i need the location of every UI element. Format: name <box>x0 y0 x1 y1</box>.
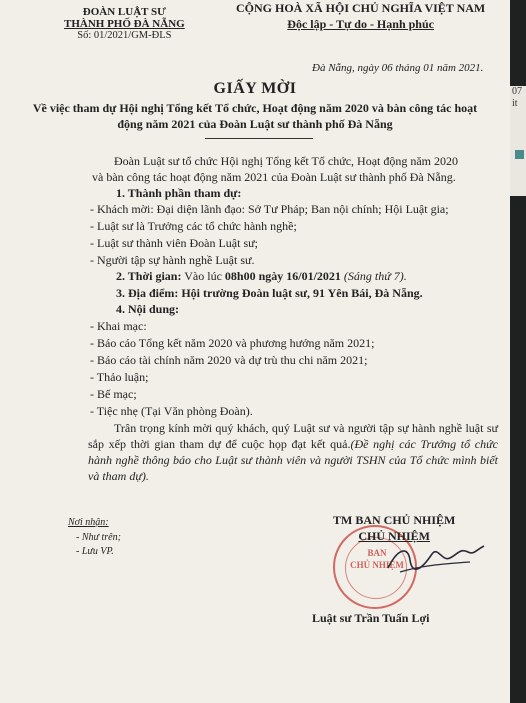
title-underline <box>205 138 313 139</box>
recipient-item: - Như trên; <box>76 532 121 543</box>
section-attendees-heading: 1. Thành phần tham dự: <box>116 186 242 200</box>
handwritten-signature <box>380 528 490 583</box>
seal-text-line2: CHỦ NHIỆM <box>350 560 404 570</box>
org-name-line2: THÀNH PHỐ ĐÀ NẴNG <box>64 18 185 30</box>
attendee-item: - Luật sư là Trưởng các tổ chức hành nghề; <box>90 219 297 233</box>
section-time <box>116 268 407 284</box>
document-title: GIẤY MỜI <box>213 80 297 97</box>
closing-text: Trân trọng kính mời quý khách, quý Luật sư và người tập sự hành nghề luật sư sắp xếp thời gian tham dự để cuộc họp đạt kết quả. <box>88 421 498 451</box>
time-note: (Sáng thứ 7). <box>340 269 407 283</box>
agenda-item: - Báo cáo tài chính năm 2020 và dự trù thu chi năm 2021; <box>90 353 368 367</box>
recipients-heading: Nơi nhận: <box>68 517 109 528</box>
time-value: 08h00 ngày 16/01/2021 <box>224 269 341 283</box>
adjacent-page-fragment: 07 it <box>510 86 526 196</box>
seal-text-line1: BAN <box>367 548 387 558</box>
agenda-item: - Thảo luận; <box>90 370 149 384</box>
agenda-item: - Báo cáo Tổng kết năm 2020 và phương hướng năm 2021; <box>90 336 375 350</box>
issue-date: Đà Nẵng, ngày 06 tháng 01 năm 2021. <box>312 62 484 74</box>
org-name-line1: ĐOÀN LUẬT SƯ <box>82 6 166 18</box>
agenda-item: - Tiệc nhẹ (Tại Văn phòng Đoàn). <box>90 404 253 418</box>
time-prefix: Vào lúc <box>181 269 225 283</box>
closing-paragraph <box>88 420 498 484</box>
venue-label: 3. Địa điểm: <box>116 286 179 300</box>
time-label: 2. Thời gian: <box>116 269 182 283</box>
venue-value: Hội trường Đoàn luật sư, 91 Yên Bái, Đà Nẵng. <box>178 286 423 300</box>
attendee-item: - Luật sư thành viên Đoàn Luật sư; <box>90 236 258 250</box>
recipient-item: - Lưu VP. <box>76 546 114 557</box>
agenda-item: - Khai mạc: <box>90 319 147 333</box>
section-venue <box>116 285 423 301</box>
intro-line-2: và bàn công tác hoạt động năm 2021 của Đoàn Luật sư thành phố Đà Nẵng. <box>92 170 456 184</box>
section-agenda-heading: 4. Nội dung: <box>116 302 180 316</box>
closing-note: (Đề nghị các Trưởng tổ chức hành nghề thông báo cho Luật sư thành viên và người TSHN của Tổ chức mình biết và tham dự). <box>88 437 498 483</box>
signature-title-line1: TM BAN CHỦ NHIỆM <box>333 513 456 527</box>
signature-title-line2: CHỦ NHIỆM <box>358 529 430 543</box>
attendee-item: - Người tập sự hành nghề Luật sư. <box>90 253 255 267</box>
intro-line-1: Đoàn Luật sư tổ chức Hội nghị Tổng kết Tổ chức, Hoạt động năm 2020 <box>114 154 459 168</box>
agenda-item: - Bế mạc; <box>90 387 137 401</box>
nation-name: CỘNG HOÀ XÃ HỘI CHỦ NGHĨA VIỆT NAM <box>236 1 486 15</box>
national-motto: Độc lập - Tự do - Hạnh phúc <box>287 17 434 31</box>
document-number: Số: 01/2021/GM-ĐLS <box>77 30 172 41</box>
signer-name: Luật sư Trần Tuấn Lợi <box>312 611 430 625</box>
national-header <box>236 0 485 32</box>
document-subject: Về việc tham dự Hội nghị Tổng kết Tổ chức, Hoạt động năm 2020 và bàn công tác hoạt động năm 2021 của Đoàn Luật sư thành phố Đà Nẵng <box>32 101 478 131</box>
adjacent-page-mark <box>515 150 524 159</box>
attendee-item: - Khách mời: Đại diện lãnh đạo: Sở Tư Pháp; Ban nội chính; Hội Luật gia; <box>90 202 449 216</box>
issuing-organization <box>64 6 185 42</box>
